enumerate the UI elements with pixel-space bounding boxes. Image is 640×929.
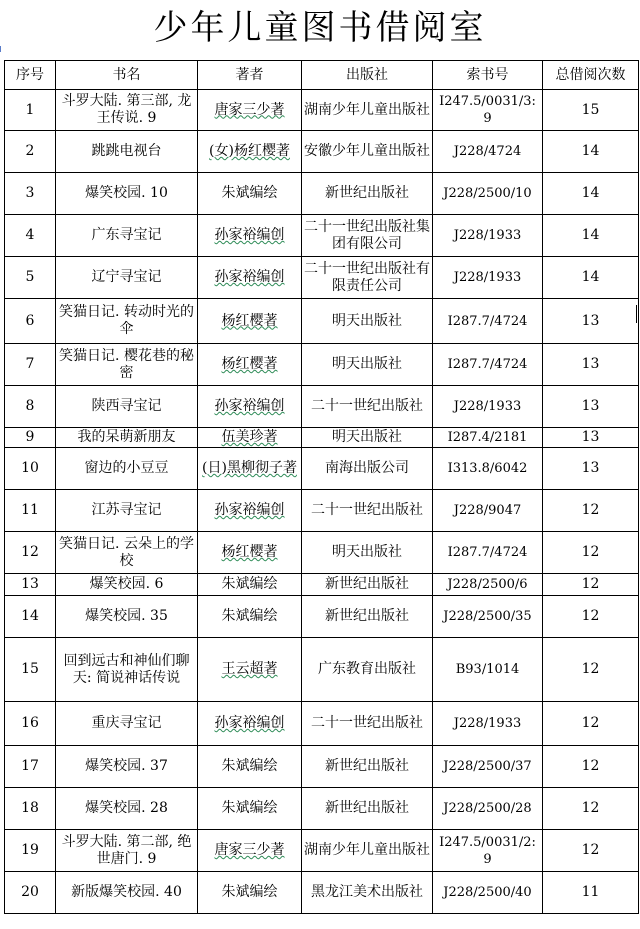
row-number: 5: [5, 257, 56, 299]
book-table: [4, 60, 639, 914]
book-publisher: 新世纪出版社: [302, 596, 433, 638]
book-author: 朱斌编绘: [198, 173, 302, 215]
table-row: [5, 788, 639, 830]
book-publisher: 二十一世纪出版社: [302, 490, 433, 532]
book-title: 江苏寻宝记: [56, 490, 198, 532]
table-row: [5, 490, 639, 532]
row-number: 18: [5, 788, 56, 830]
book-title: 爆笑校园. 6: [56, 574, 198, 596]
borrow-count: 14: [543, 173, 639, 215]
header-call-number: 索书号: [433, 61, 543, 90]
book-author: 朱斌编绘: [198, 574, 302, 596]
row-number: 1: [5, 90, 56, 131]
book-publisher: 湖南少年儿童出版社: [302, 90, 433, 131]
book-title: 爆笑校园. 10: [56, 173, 198, 215]
table-row: [5, 746, 639, 788]
book-author: 杨红樱著: [198, 344, 302, 386]
borrow-count: 14: [543, 131, 639, 173]
book-author: 唐家三少著: [198, 90, 302, 131]
book-author: 孙家裕编创: [198, 386, 302, 428]
borrow-count: 14: [543, 257, 639, 299]
table-row: [5, 386, 639, 428]
book-title: 爆笑校园. 28: [56, 788, 198, 830]
book-publisher: 湖南少年儿童出版社: [302, 830, 433, 872]
borrow-count: 12: [543, 830, 639, 872]
table-row: [5, 173, 639, 215]
table-row: [5, 344, 639, 386]
borrow-count: 12: [543, 532, 639, 574]
book-title: 新版爆笑校园. 40: [56, 872, 198, 914]
table-row: [5, 596, 639, 638]
book-title: 我的呆萌新朋友: [56, 428, 198, 448]
book-author: 杨红樱著: [198, 532, 302, 574]
borrow-count: 12: [543, 596, 639, 638]
row-number: 19: [5, 830, 56, 872]
row-number: 2: [5, 131, 56, 173]
row-number: 4: [5, 215, 56, 257]
book-call-number: I287.7/4724: [433, 299, 543, 344]
row-number: 6: [5, 299, 56, 344]
borrow-count: 11: [543, 872, 639, 914]
borrow-count: 13: [543, 386, 639, 428]
book-author: 孙家裕编创: [198, 257, 302, 299]
row-number: 14: [5, 596, 56, 638]
book-publisher: 安徽少年儿童出版社: [302, 131, 433, 173]
page-title: 少年儿童图书借阅室: [153, 8, 487, 48]
book-call-number: B93/1014: [433, 638, 543, 702]
book-title: 笑猫日记. 转动时光的伞: [56, 299, 198, 344]
book-call-number: I287.4/2181: [433, 428, 543, 448]
book-call-number: J228/2500/28: [433, 788, 543, 830]
paragraph-mark: [0, 46, 4, 52]
row-number: 16: [5, 702, 56, 746]
row-number: 8: [5, 386, 56, 428]
book-author: 孙家裕编创: [198, 215, 302, 257]
table-row: [5, 215, 639, 257]
book-call-number: J228/1933: [433, 257, 543, 299]
book-call-number: J228/1933: [433, 215, 543, 257]
row-number: 13: [5, 574, 56, 596]
table-row: [5, 257, 639, 299]
book-title: 回到远古和神仙们聊天: 简说神话传说: [56, 638, 198, 702]
table-row: [5, 574, 639, 596]
table-row: [5, 532, 639, 574]
row-number: 3: [5, 173, 56, 215]
book-author: 伍美珍著: [198, 428, 302, 448]
borrow-count: 12: [543, 490, 639, 532]
book-author: (女)杨红樱著: [198, 131, 302, 173]
book-title: 爆笑校园. 35: [56, 596, 198, 638]
book-title: 爆笑校园. 37: [56, 746, 198, 788]
book-author: 朱斌编绘: [198, 596, 302, 638]
book-title: 斗罗大陆. 第二部, 绝世唐门. 9: [56, 830, 198, 872]
table-row: [5, 299, 639, 344]
row-number: 11: [5, 490, 56, 532]
row-number: 7: [5, 344, 56, 386]
header-number: 序号: [5, 61, 56, 90]
borrow-count: 13: [543, 299, 639, 344]
book-publisher: 黑龙江美术出版社: [302, 872, 433, 914]
row-number: 17: [5, 746, 56, 788]
book-call-number: J228/1933: [433, 386, 543, 428]
table-row: [5, 830, 639, 872]
book-call-number: J228/2500/37: [433, 746, 543, 788]
book-publisher: 广东教育出版社: [302, 638, 433, 702]
book-publisher: 二十一世纪出版社集团有限公司: [302, 215, 433, 257]
borrow-count: 12: [543, 638, 639, 702]
borrow-count: 15: [543, 90, 639, 131]
table-row: [5, 872, 639, 914]
book-publisher: 二十一世纪出版社: [302, 702, 433, 746]
book-publisher: 二十一世纪出版社: [302, 386, 433, 428]
book-publisher: 明天出版社: [302, 344, 433, 386]
book-publisher: 新世纪出版社: [302, 746, 433, 788]
row-number: 10: [5, 448, 56, 490]
book-publisher: 新世纪出版社: [302, 788, 433, 830]
header-borrow-count: 总借阅次数: [543, 61, 639, 90]
book-title: 笑猫日记. 樱花巷的秘密: [56, 344, 198, 386]
book-call-number: J228/2500/40: [433, 872, 543, 914]
book-publisher: 新世纪出版社: [302, 173, 433, 215]
book-call-number: J228/2500/10: [433, 173, 543, 215]
book-publisher: 明天出版社: [302, 532, 433, 574]
book-call-number: J228/2500/6: [433, 574, 543, 596]
row-number: 9: [5, 428, 56, 448]
row-number: 15: [5, 638, 56, 702]
header-publisher: 出版社: [302, 61, 433, 90]
row-number: 20: [5, 872, 56, 914]
book-author: 朱斌编绘: [198, 788, 302, 830]
book-author: 杨红樱著: [198, 299, 302, 344]
book-author: (日)黑柳彻子著: [198, 448, 302, 490]
borrow-count: 12: [543, 788, 639, 830]
table-row: [5, 448, 639, 490]
book-title: 辽宁寻宝记: [56, 257, 198, 299]
header-title: 书名: [56, 61, 198, 90]
borrow-count: 13: [543, 344, 639, 386]
borrow-count: 13: [543, 428, 639, 448]
book-publisher: 新世纪出版社: [302, 574, 433, 596]
book-call-number: J228/9047: [433, 490, 543, 532]
table-row: [5, 702, 639, 746]
table-row: [5, 638, 639, 702]
book-publisher: 明天出版社: [302, 299, 433, 344]
book-author: 王云超著: [198, 638, 302, 702]
book-call-number: I287.7/4724: [433, 344, 543, 386]
book-call-number: I247.5/0031/3:9: [433, 90, 543, 131]
book-title: 跳跳电视台: [56, 131, 198, 173]
book-call-number: I313.8/6042: [433, 448, 543, 490]
book-author: 朱斌编绘: [198, 746, 302, 788]
book-title: 笑猫日记. 云朵上的学校: [56, 532, 198, 574]
book-author: 孙家裕编创: [198, 702, 302, 746]
book-call-number: J228/2500/35: [433, 596, 543, 638]
table-row: [5, 428, 639, 448]
table-header-row: [5, 61, 639, 90]
header-author: 著者: [198, 61, 302, 90]
book-call-number: I247.5/0031/2:9: [433, 830, 543, 872]
book-title: 斗罗大陆. 第三部, 龙王传说. 9: [56, 90, 198, 131]
book-publisher: 二十一世纪出版社有限责任公司: [302, 257, 433, 299]
table-row: [5, 90, 639, 131]
book-publisher: 明天出版社: [302, 428, 433, 448]
book-call-number: I287.7/4724: [433, 532, 543, 574]
book-title: 广东寻宝记: [56, 215, 198, 257]
book-author: 唐家三少著: [198, 830, 302, 872]
book-title: 窗边的小豆豆: [56, 448, 198, 490]
borrow-count: 13: [543, 448, 639, 490]
book-title: 陕西寻宝记: [56, 386, 198, 428]
book-author: 朱斌编绘: [198, 872, 302, 914]
borrow-count: 12: [543, 574, 639, 596]
book-call-number: J228/1933: [433, 702, 543, 746]
row-number: 12: [5, 532, 56, 574]
book-title: 重庆寻宝记: [56, 702, 198, 746]
book-call-number: J228/4724: [433, 131, 543, 173]
table-row: [5, 131, 639, 173]
borrow-count: 12: [543, 702, 639, 746]
borrow-count: 12: [543, 746, 639, 788]
book-author: 孙家裕编创: [198, 490, 302, 532]
book-publisher: 南海出版公司: [302, 448, 433, 490]
borrow-count: 14: [543, 215, 639, 257]
